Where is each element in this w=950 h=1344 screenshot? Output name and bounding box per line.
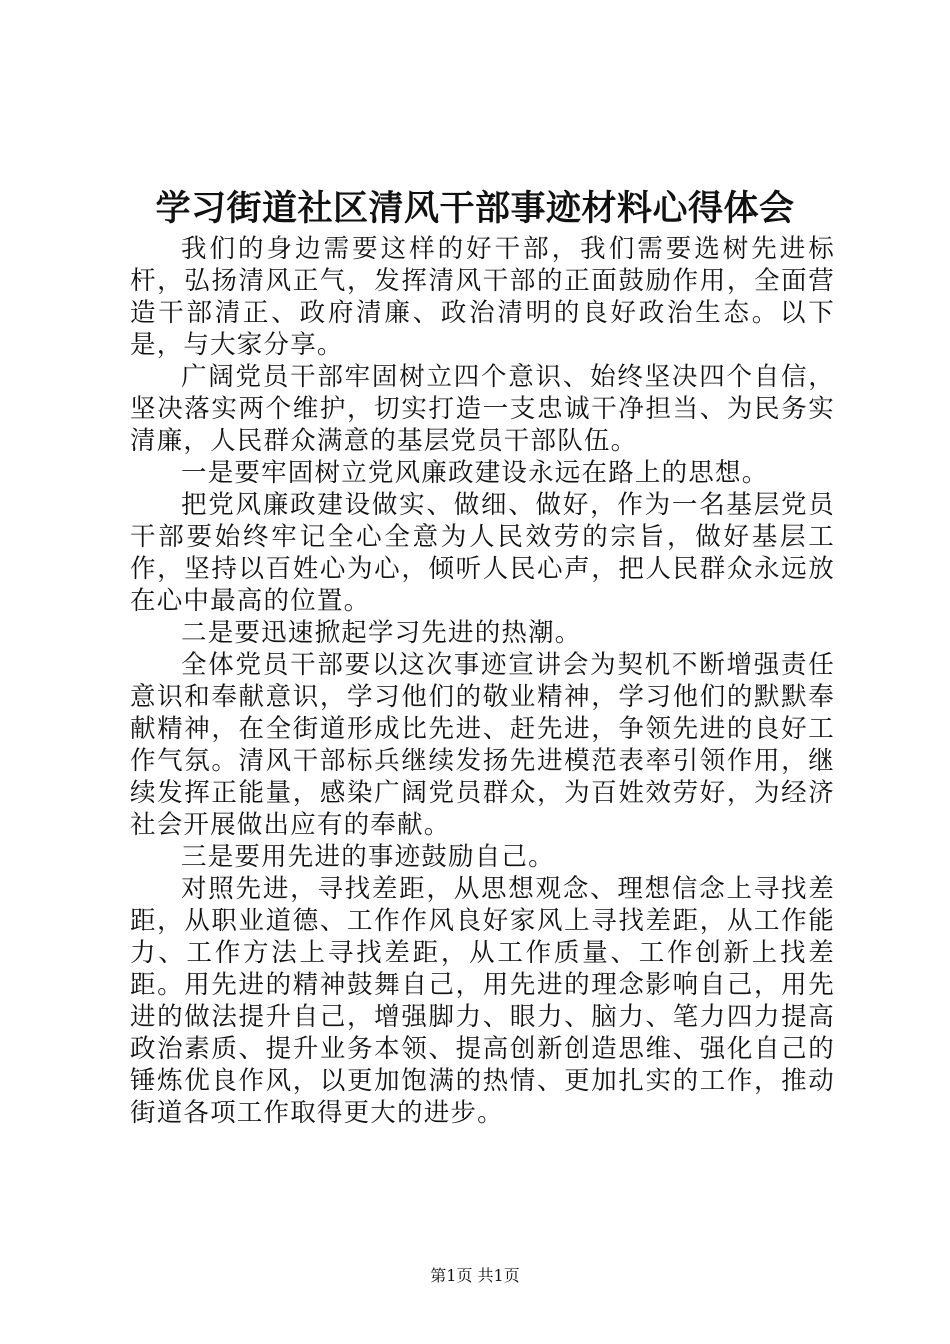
page-number: 第1页 共1页	[430, 1266, 520, 1285]
paragraph-intro: 我们的身边需要这样的好干部，我们需要选树先进标杆，弘扬清风正气，发挥清风干部的正面鼓励作用，全面营造干部清正、政府清廉、政治清明的良好政治生态。以下是，与大家分享。	[130, 234, 835, 360]
paragraph-point-one: 把党风廉政建设做实、做细、做好，作为一名基层党员干部要始终牢记全心全意为人民效劳的宗旨，做好基层工作，坚持以百姓心为心，倾听人民心声，把人民群众永远放在心中最高的位置。	[130, 490, 835, 616]
paragraph-cadres: 广阔党员干部牢固树立四个意识、始终坚决四个自信，坚决落实两个维护，切实打造一支忠诚干净担当、为民务实清廉，人民群众满意的基层党员干部队伍。	[130, 362, 835, 456]
paragraph-heading-one: 一是要牢固树立党风廉政建设永远在路上的思想。	[181, 458, 769, 488]
paragraph-point-two: 全体党员干部要以这次事迹宣讲会为契机不断增强责任意识和奉献意识，学习他们的敬业精神，学习他们的默默奉献精神，在全街道形成比先进、赶先进，争领先进的良好工作气氛。清风干部标兵继续发扬先进模范表率引领作用，继续发挥正能量，感染广阔党员群众，为百姓效劳好，为经济社会开展做出应有的奉献。	[130, 650, 835, 840]
paragraph-heading-two: 二是要迅速掀起学习先进的热潮。	[181, 618, 582, 648]
paragraph-heading-three: 三是要用先进的事迹鼓励自己。	[181, 842, 555, 872]
paragraph-point-three: 对照先进，寻找差距，从思想观念、理想信念上寻找差距，从职业道德、工作作风良好家风上寻找差距，从工作能力、工作方法上寻找差距，从工作质量、工作创新上找差距。用先进的精神鼓舞自己，用先进的理念影响自己，用先进的做法提升自己，增强脚力、眼力、脑力、笔力四力提高政治素质、提升业务本领、提高创新创造思维、强化自己的锤炼优良作风，以更加饱满的热情、更加扎实的工作，推动街道各项工作取得更大的进步。	[130, 874, 835, 1128]
document-body	[130, 233, 835, 1129]
document-title: 学习街道社区清风干部事迹材料心得体会	[155, 188, 795, 229]
